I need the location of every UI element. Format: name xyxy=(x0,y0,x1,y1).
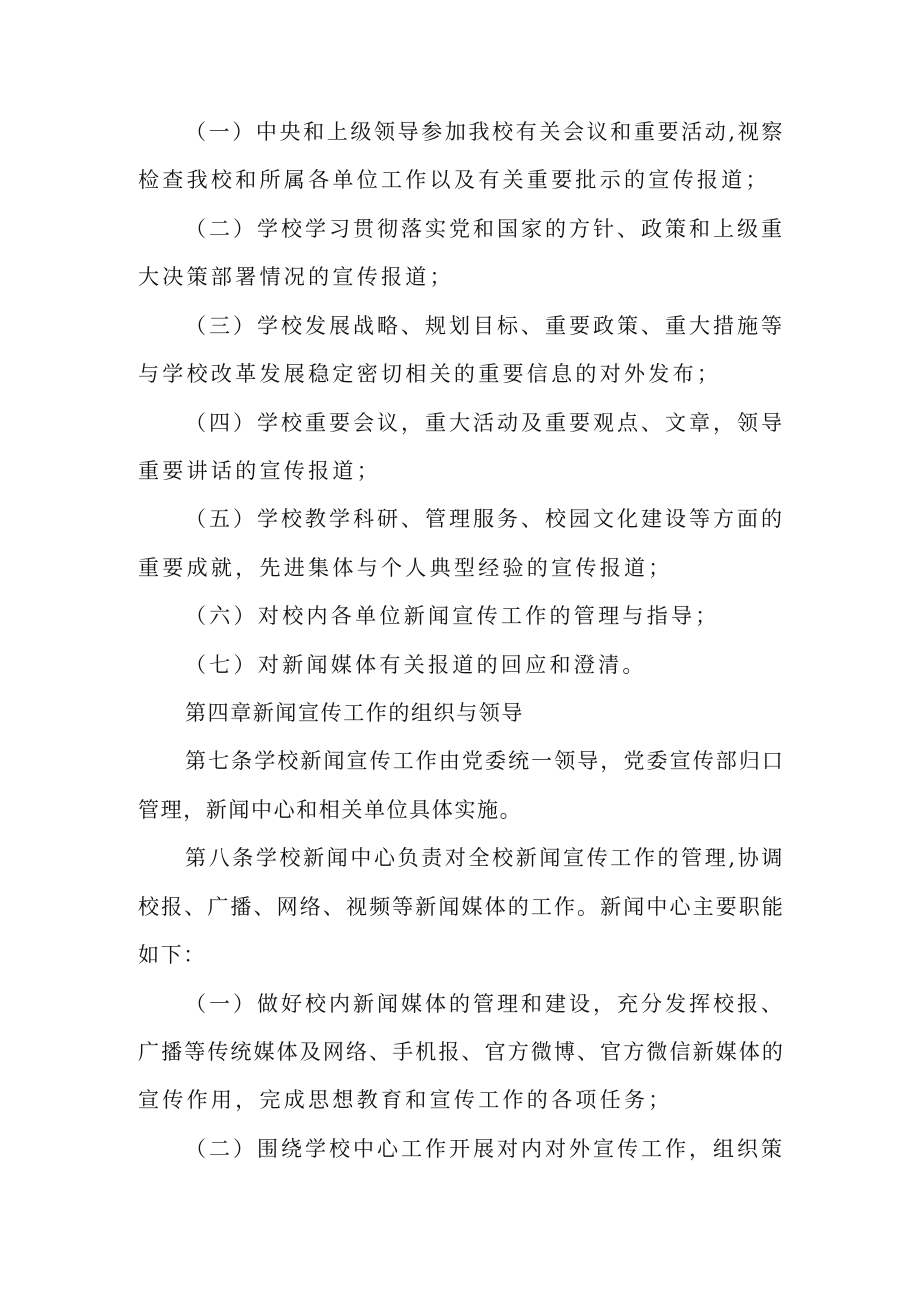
text-line-content: 第四章新闻宣传工作的组织与领导 xyxy=(185,701,524,726)
text-line xyxy=(0,1125,920,1173)
text-line xyxy=(0,108,920,156)
text-line xyxy=(0,689,920,737)
text-line xyxy=(0,156,920,204)
text-line xyxy=(0,1028,920,1076)
text-line xyxy=(0,253,920,301)
text-line xyxy=(0,834,920,882)
text-line xyxy=(0,544,920,592)
text-line xyxy=(0,447,920,495)
text-line xyxy=(0,205,920,253)
text-line-content: 如下： xyxy=(138,943,206,968)
text-line-content: （二）学校学习贯彻落实党和国家的方针、政策和上级重 xyxy=(185,216,785,241)
text-line-content: 广播等传统媒体及网络、手机报、官方微博、官方微信新媒体的 xyxy=(138,1040,785,1065)
text-line-content: 校报、广播、网络、视频等新闻媒体的工作。新闻中心主要职能 xyxy=(138,894,785,919)
text-line xyxy=(0,883,920,931)
text-line xyxy=(0,350,920,398)
text-line-content: （六）对校内各单位新闻宣传工作的管理与指导； xyxy=(185,604,720,629)
text-line xyxy=(0,931,920,979)
text-line-content: （四）学校重要会议，重大活动及重要观点、文章，领导 xyxy=(185,410,785,435)
text-line xyxy=(0,786,920,834)
text-line xyxy=(0,592,920,640)
text-line xyxy=(0,1076,920,1124)
text-line-content: （三）学校发展战略、规划目标、重要政策、重大措施等 xyxy=(185,313,785,338)
text-line-content: 第八条学校新闻中心负责对全校新闻宣传工作的管理,协调 xyxy=(185,846,785,871)
text-line-content: 与学校改革发展稳定密切相关的重要信息的对外发布； xyxy=(138,362,722,387)
text-line xyxy=(0,737,920,785)
text-line xyxy=(0,399,920,447)
text-line-content: （一）中央和上级领导参加我校有关会议和重要活动,视察 xyxy=(185,120,785,144)
text-line xyxy=(0,495,920,543)
text-line-content: 重要成就，先进集体与个人典型经验的宣传报道； xyxy=(138,555,673,580)
document-page xyxy=(0,108,920,1173)
text-line xyxy=(0,980,920,1028)
text-line xyxy=(0,641,920,689)
text-line-content: 宣传作用，完成思想教育和宣传工作的各项任务； xyxy=(138,1088,673,1113)
text-line-content: （七）对新闻媒体有关报道的回应和澄清。 xyxy=(185,652,647,677)
text-line xyxy=(0,302,920,350)
text-line-content: 第七条学校新闻宣传工作由党委统一领导，党委宣传部归口 xyxy=(185,749,785,774)
text-line-content: 管理，新闻中心和相关单位具体实施。 xyxy=(138,797,523,822)
text-line-content: （五）学校教学科研、管理服务、校园文化建设等方面的 xyxy=(185,507,785,532)
text-line-content: 大决策部署情况的宣传报道； xyxy=(138,265,454,290)
text-line-content: （一）做好校内新闻媒体的管理和建设，充分发挥校报、 xyxy=(185,991,785,1016)
text-line-content: 重要讲话的宣传报道； xyxy=(138,458,381,483)
text-line-content: （二）围绕学校中心工作开展对内对外宣传工作，组织策 xyxy=(185,1136,785,1161)
text-line-content: 检查我校和所属各单位工作以及有关重要批示的宣传报道； xyxy=(138,168,770,193)
